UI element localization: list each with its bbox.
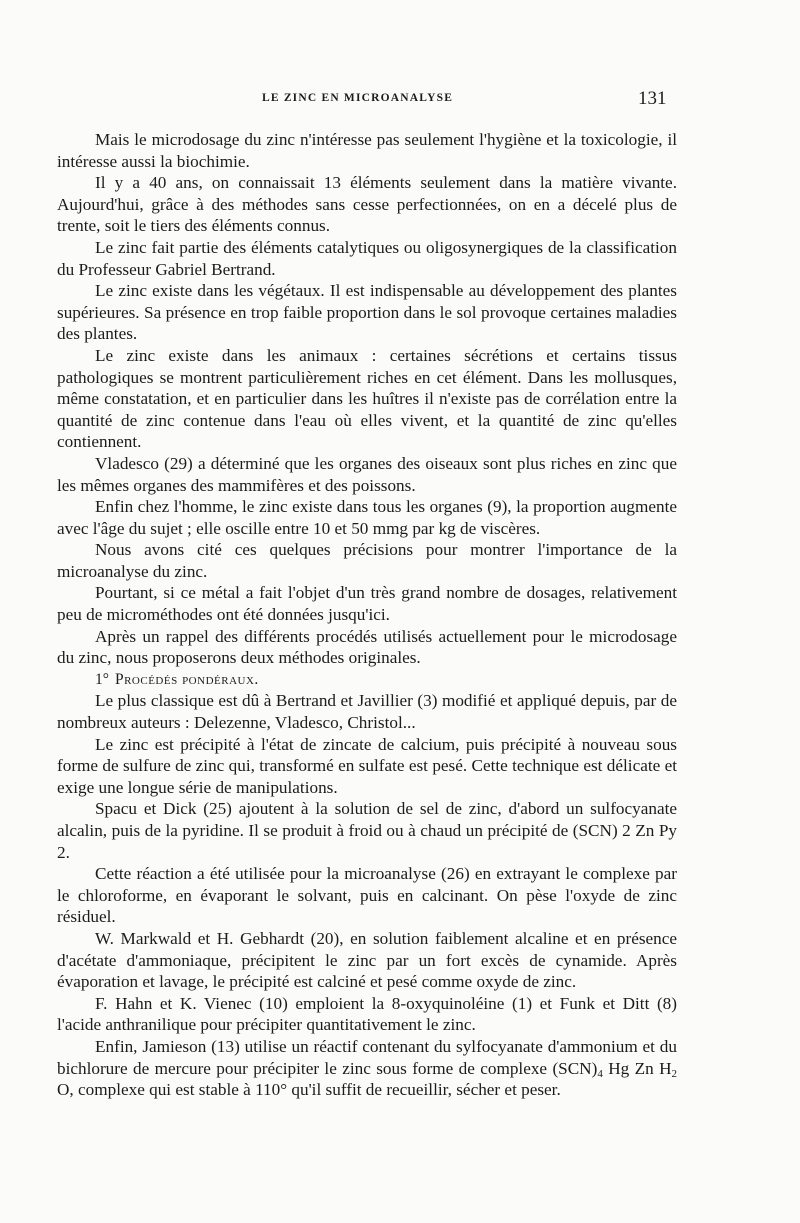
running-title: LE ZINC EN MICROANALYSE xyxy=(262,92,454,104)
paragraph: Le zinc est précipité à l'état de zincate de calcium, puis précipité à nouveau sous forme de sulfure de zinc qui, transformé en sulfate est pesé. Cette technique est délicate et exige une longue série de manipulations. xyxy=(57,734,677,797)
paragraph: Le plus classique est dû à Bertrand et Javillier (3) modifié et appliqué depuis, par de nombreux auteurs : Delezenne, Vladesco, Christol... xyxy=(57,691,677,733)
formula-subscript: 2 xyxy=(671,1067,678,1080)
paragraph: Le zinc existe dans les animaux : certaines sécrétions et certains tissus pathologiques se montrent particulièrement riches en cet élément. Dans les mollusques, même constatation, et en particulier dans les huîtres il n'existe pas de corrélation entre la quantité de zinc contenue dans l'eau où elles vivent, et la quantité de zinc qu'elles contiennent. xyxy=(57,345,677,452)
paragraph: Il y a 40 ans, on connaissait 13 éléments seulement dans la matière vivante. Aujourd'hui, grâce à des méthodes sans cesse perfectionnées, on en a décelé plus de trente, soit le tiers des éléments connus. xyxy=(57,173,677,236)
paragraph: Nous avons cité ces quelques précisions pour montrer l'importance de la microanalyse du zinc. xyxy=(57,540,677,581)
paragraph: W. Markwald et H. Gebhardt (20), en solution faiblement alcaline et en présence d'acétate d'ammoniaque, précipitent le zinc par un fort excès de cynamide. Après évaporation et lavage, le précipité est calciné et pesé comme oxyde de zinc. xyxy=(57,928,677,992)
page-header xyxy=(0,90,800,112)
text-run: Enfin, Jamieson (13) utilise un réactif contenant du sylfocyanate d'ammonium et du bichlorure de mercure pour précipiter le zinc sous forme de complexe xyxy=(57,1036,677,1078)
page-number: 131 xyxy=(638,88,667,109)
body-text xyxy=(57,129,677,1101)
paragraph: Le zinc existe dans les végétaux. Il est indispensable au développement des plantes supérieures. Sa présence en trop faible proportion dans le sol provoque certaines maladies des plantes. xyxy=(57,281,677,344)
text-run: , complexe qui est stable à 110° qu'il suffit de recueillir, sécher et peser. xyxy=(69,1080,561,1100)
formula-part: (SCN) xyxy=(552,1058,598,1078)
paragraph: Enfin chez l'homme, le zinc existe dans tous les organes (9), la proportion augmente avec l'âge du sujet ; elle oscille entre 10 et 50 mmg par kg de viscères. xyxy=(57,497,677,538)
paragraph: Vladesco (29) a déterminé que les organes des oiseaux sont plus riches en zinc que les mêmes organes des mammifères et des poissons. xyxy=(57,453,677,495)
paragraph: Spacu et Dick (25) ajoutent à la solution de sel de zinc, d'abord un sulfocyanate alcalin, puis de la pyridine. Il se produit à froid ou à chaud un précipité de (SCN) 2 Zn Py 2. xyxy=(57,799,677,862)
paragraph xyxy=(57,1036,677,1101)
paragraph: Le zinc fait partie des éléments catalytiques ou oligosynergiques de la classification du Professeur Gabriel Bertrand. xyxy=(57,237,677,279)
paragraph: Mais le microdosage du zinc n'intéresse pas seulement l'hygiène et la toxicologie, il intéresse aussi la biochimie. xyxy=(57,130,677,171)
paragraph: Pourtant, si ce métal a fait l'objet d'un très grand nombre de dosages, relativement peu de microméthodes ont été données jusqu'ici. xyxy=(57,583,677,625)
formula-subscript: 4 xyxy=(597,1067,603,1080)
section-heading xyxy=(57,669,677,691)
section-number: 1° xyxy=(95,670,109,688)
formula-part: Hg Zn H xyxy=(602,1058,672,1078)
paragraph: F. Hahn et K. Vienec (10) emploient la 8-oxyquinoléine (1) et Funk et Ditt (8) l'acide anthranilique pour précipiter quantitativement le zinc. xyxy=(57,993,677,1035)
paragraph: Cette réaction a été utilisée pour la microanalyse (26) en extrayant le complexe par le chloroforme, en évaporant le solvant, puis en calcinant. On pèse l'oxyde de zinc résiduel. xyxy=(57,864,677,927)
section-title: Procédés pondéraux. xyxy=(114,670,259,688)
paragraph: Après un rappel des différents procédés utilisés actuellement pour le microdosage du zinc, nous proposerons deux méthodes originales. xyxy=(57,626,677,668)
formula-part: O xyxy=(57,1080,70,1100)
